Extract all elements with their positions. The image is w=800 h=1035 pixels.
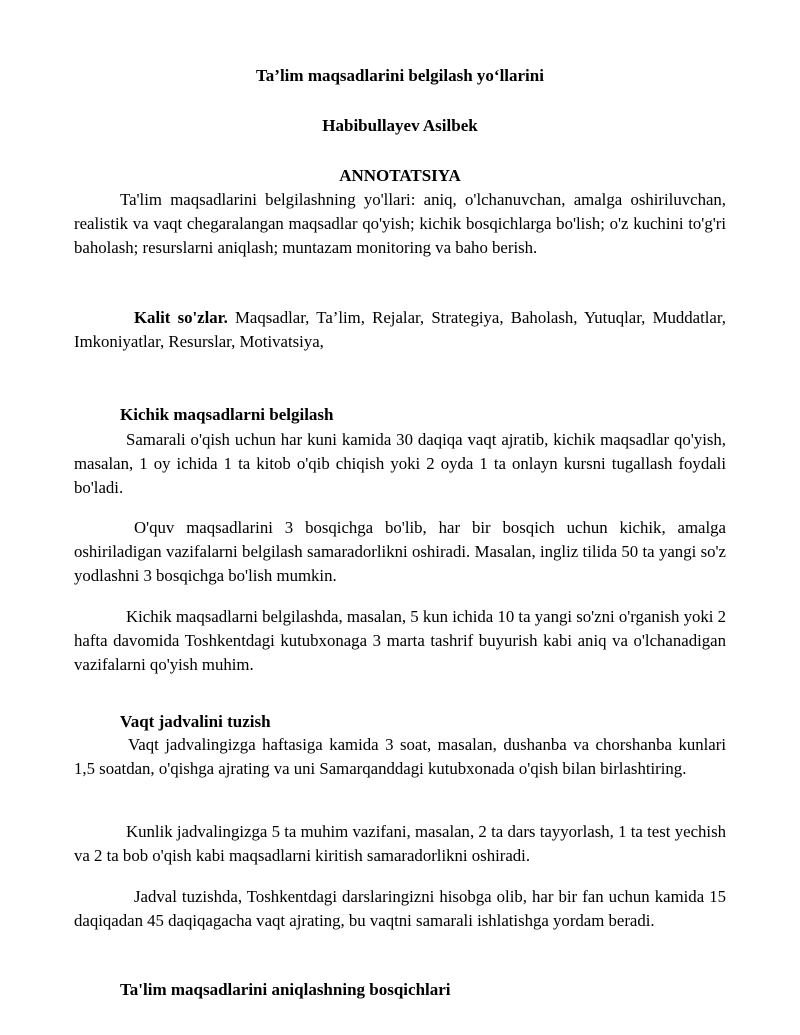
section1-paragraph-2: [74, 516, 726, 588]
section2-paragraph-2: [74, 820, 726, 868]
annotation-block: [74, 188, 726, 260]
paragraph: Vaqt jadvalingizga haftasiga kamida 3 soat, masalan, dushanba va chorshanba kunlari 1,5 soatdan, o'qishga ajrating va uni Samarqanddagi kutubxonada o'qish bilan birlashtiring.: [74, 735, 726, 778]
section1-paragraph-3: [74, 605, 726, 677]
keywords-block: [74, 306, 726, 354]
section-heading-stages: Ta'lim maqsadlarini aniqlashning bosqichlari: [120, 980, 451, 999]
section2-paragraph-1: [74, 733, 726, 781]
paragraph: Jadval tuzishda, Toshkentdagi darslaringizni hisobga olib, har bir fan uchun kamida 15 daqiqadan 45 daqiqagacha vaqt ajrating, bu vaqtni samarali ishlatishga yordam beradi.: [74, 887, 726, 930]
section2-paragraph-3: [74, 885, 726, 933]
section-heading-schedule: Vaqt jadvalini tuzish: [120, 712, 271, 731]
author-name: Habibullayev Asilbek: [322, 116, 478, 135]
keywords-text: Maqsadlar, Ta’lim, Rejalar, Strategiya, Baholash, Yutuqlar, Muddatlar, Imkoniyatlar, Resurslar, Motivatsiya,: [74, 308, 726, 351]
paragraph: O'quv maqsadlarini 3 bosqichga bo'lib, har bir bosqich uchun kichik, amalga oshiriladigan vazifalarni belgilash samaradorlikni oshiradi. Masalan, ingliz tilida 50 ta yangi so'z yodlashni 3 bosqichga bo'lish mumkin.: [74, 518, 726, 585]
keywords-paragraph: [74, 306, 726, 354]
paragraph: Kichik maqsadlarni belgilashda, masalan, 5 kun ichida 10 ta yangi so'zni o'rganish yoki 2 hafta davomida Toshkentdagi kutubxonaga 3 marta tashrif buyurish kabi aniq va o'lchanadigan vazifalarni qo'yish muhim.: [74, 607, 726, 674]
document-title: Ta’lim maqsadlarini belgilash yo‘llarini: [256, 66, 544, 85]
annotation-heading: ANNOTATSIYA: [339, 166, 461, 185]
keywords-label: Kalit so'zlar.: [134, 308, 228, 327]
annotation-paragraph: Ta'lim maqsadlarini belgilashning yo'llari: aniq, o'lchanuvchan, amalga oshiriluvchan, realistik va vaqt chegaralangan maqsadlar qo'yish; kichik bosqichlarga bo'lish; o'z kuchini to'g'ri baholash; resurslarni aniqlash; muntazam monitoring va baho berish.: [74, 190, 726, 257]
paragraph: Samarali o'qish uchun har kuni kamida 30 daqiqa vaqt ajratib, kichik maqsadlar qo'yish, masalan, 1 oy ichida 1 ta kitob o'qib chiqish yoki 2 oyda 1 ta onlayn kursni tugallash foydali bo'ladi.: [74, 430, 726, 497]
section1-paragraph-1: [74, 428, 726, 500]
section-heading-small-goals: Kichik maqsadlarni belgilash: [120, 405, 334, 424]
paragraph: Kunlik jadvalingizga 5 ta muhim vazifani, masalan, 2 ta dars tayyorlash, 1 ta test yechish va 2 ta bob o'qish kabi maqsadlarni kiritish samaradorlikni oshiradi.: [74, 822, 726, 865]
